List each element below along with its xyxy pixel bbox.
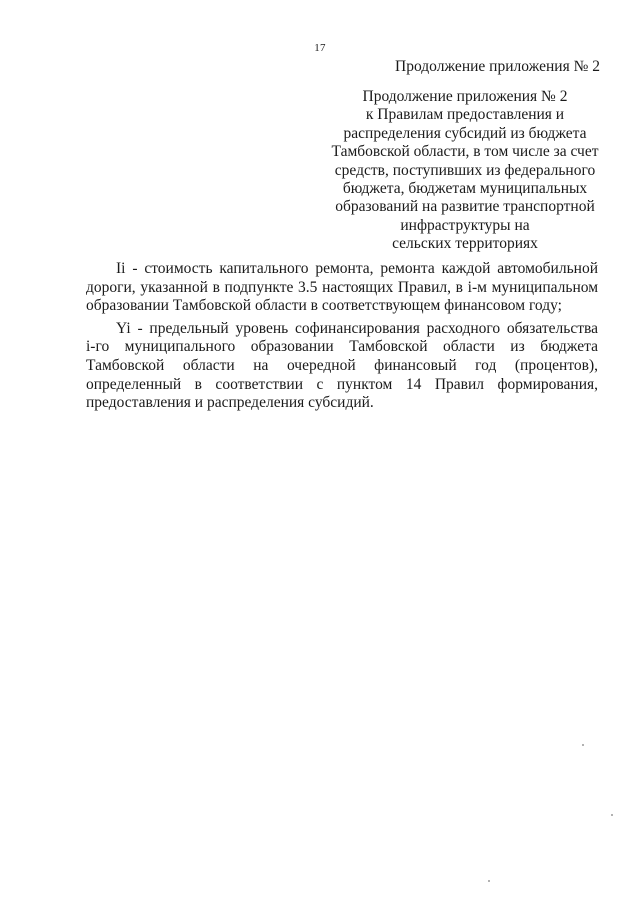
appendix-reference-block	[324, 88, 606, 254]
text-line: Ii - стоимость капитального ремонта, ремонта каждой автомобильной	[116, 260, 598, 277]
text-line: Yi - предельный уровень софинансирования расходного обязательства	[116, 319, 598, 337]
appendix-line: к Правилам предоставления и	[365, 106, 565, 124]
text-line: дороги, указанной в подпункте 3.5 настоящих Правил, в i-м муниципальном	[86, 278, 598, 296]
continuation-header: Продолжение приложения № 2	[395, 58, 600, 75]
appendix-line: средств, поступивших из федерального	[334, 161, 596, 179]
scan-speck	[611, 814, 613, 816]
appendix-line: Продолжение приложения № 2	[362, 88, 568, 105]
paragraph-yi-definition	[86, 320, 598, 413]
appendix-line: образований на развитие транспортной	[335, 198, 595, 216]
text-line: образовании Тамбовской области в соответствующем финансовом году;	[86, 297, 562, 315]
appendix-line: инфраструктуры на	[400, 216, 530, 234]
text-line: i-го муниципального образовании Тамбовской области из бюджета	[86, 338, 598, 356]
appendix-line: распределения субсидий из бюджета	[343, 124, 587, 142]
paragraph-ii-definition	[86, 260, 598, 316]
text-line: определенный в соответствии с пунктом 14 Правил формирования,	[86, 375, 598, 393]
page-number: 17	[314, 42, 326, 54]
scan-speck	[582, 744, 584, 746]
text-line: предоставления и распределения субсидий.	[86, 394, 374, 412]
appendix-line: Тамбовской области, в том числе за счет	[331, 143, 599, 161]
appendix-line: бюджета, бюджетам муниципальных	[342, 180, 588, 198]
appendix-line: сельских территориях	[392, 235, 538, 253]
scan-speck	[488, 880, 490, 882]
body-text	[86, 260, 598, 417]
text-line: Тамбовской области на очередной финансовый год (процентов),	[86, 356, 598, 374]
